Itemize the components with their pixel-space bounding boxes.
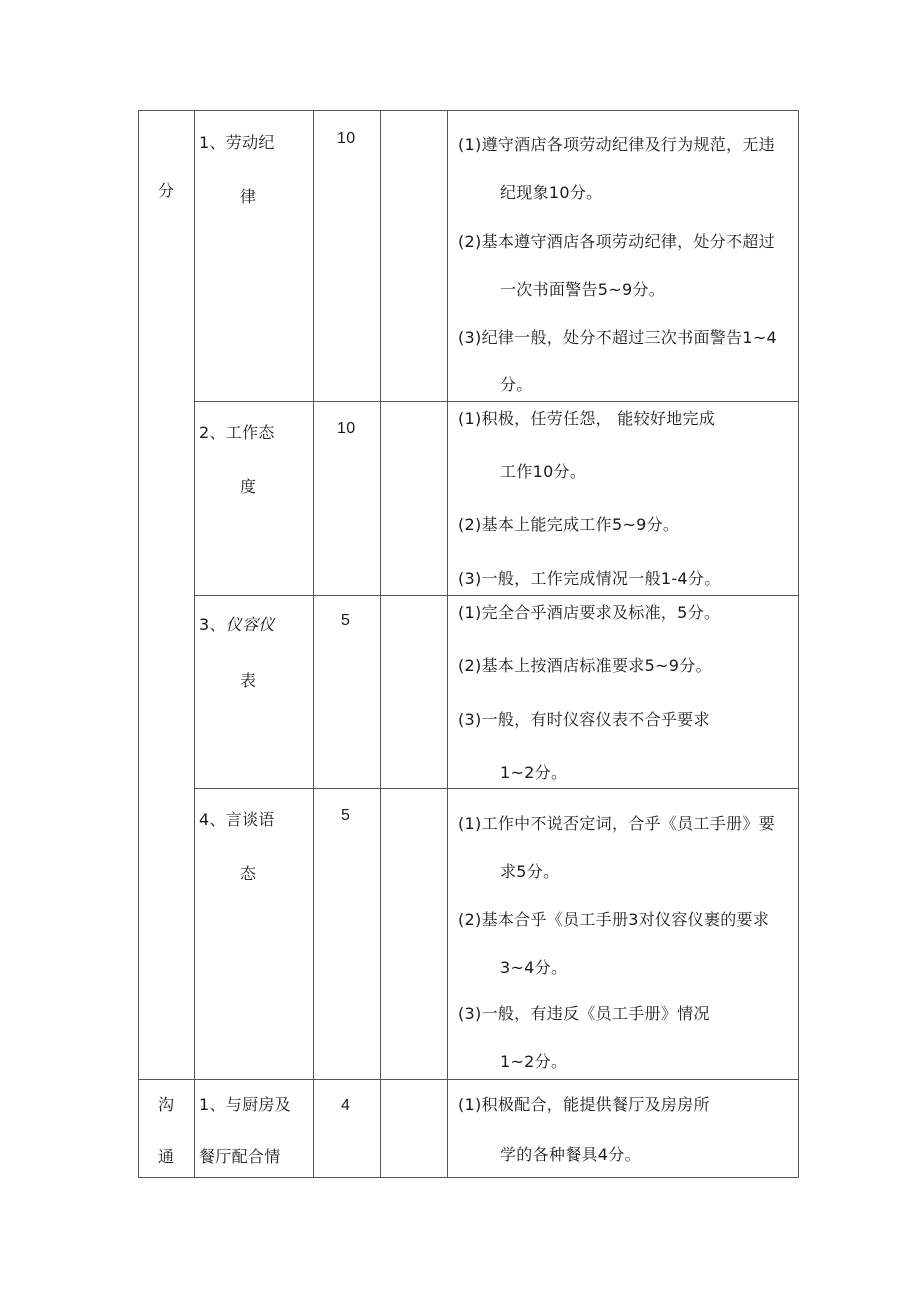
row1-criteria-6: 分。 xyxy=(500,375,533,394)
row1-criteria-5: (3)纪律一般，处分不超过三次书面警告1~4 xyxy=(458,328,778,347)
row3-criteria-4: 1~2分。 xyxy=(500,763,568,782)
row2-criteria-2: 工作10分。 xyxy=(500,462,587,481)
row5-score: 4 xyxy=(341,1097,351,1114)
row1-criteria-2: 纪现象10分。 xyxy=(500,183,603,202)
row3-criteria-1: (1)完全合乎酒店要求及标准，5分。 xyxy=(458,603,721,622)
row1-score: 10 xyxy=(337,130,356,147)
row5-criteria-2: 学的各种餐具4分。 xyxy=(500,1145,641,1164)
row2-criteria-1: (1)积极，任劳任怨， 能较好地完成 xyxy=(458,409,716,428)
row3-item-line1-wrap xyxy=(199,615,275,635)
row2-criteria-3: (2)基本上能完成工作5~9分。 xyxy=(458,515,680,534)
row3-criteria-2: (2)基本上按酒店标准要求5~9分。 xyxy=(458,656,712,675)
row1-item-line2: 律 xyxy=(240,187,257,206)
row3-item-prefix: 3、 xyxy=(199,615,226,634)
group-label-2-line2: 通 xyxy=(158,1147,175,1166)
row5-criteria-1: (1)积极配合，能提供餐厅及房房所 xyxy=(458,1095,710,1114)
row4-criteria-5: (3)一般，有违反《员工手册》情况 xyxy=(458,1004,710,1023)
row4-criteria-1: (1)工作中不说否定词，合乎《员工手册》要 xyxy=(458,814,775,833)
row4-item-line1: 4、言谈语 xyxy=(199,810,275,829)
row2-item-line1: 2、工作态 xyxy=(199,423,275,442)
row3-item-line2: 表 xyxy=(240,671,257,690)
row5-item-line1: 1、与厨房及 xyxy=(199,1095,291,1114)
row3-item-line1: 仪容仪 xyxy=(225,615,275,634)
row4-criteria-2: 求5分。 xyxy=(500,862,560,881)
row1-criteria-3: (2)基本遵守酒店各项劳动纪律，处分不超过 xyxy=(458,232,775,251)
row4-score: 5 xyxy=(341,807,351,824)
row3-criteria-3: (3)一般，有时仪容仪表不合乎要求 xyxy=(458,710,710,729)
row1-criteria-4: 一次书面警告5~9分。 xyxy=(500,280,666,299)
row2-score: 10 xyxy=(337,420,356,437)
row5-item-line2: 餐厅配合情 xyxy=(199,1147,281,1166)
row1-item-line1: 1、劳动纪 xyxy=(199,133,275,152)
group-label-1: 分 xyxy=(158,181,175,200)
row2-item-line2: 度 xyxy=(240,477,257,496)
row4-criteria-4: 3~4分。 xyxy=(500,958,568,977)
row4-criteria-3: (2)基本合乎《员工手册3对仪容仪裹的要求 xyxy=(458,910,770,929)
row4-item-line2: 态 xyxy=(240,864,257,883)
row4-criteria-6: 1~2分。 xyxy=(500,1052,568,1071)
row3-score: 5 xyxy=(341,612,351,629)
row2-criteria-4: (3)一般，工作完成情况一般1-4分。 xyxy=(458,569,721,588)
group-label-2-line1: 沟 xyxy=(158,1095,175,1114)
row1-criteria-1: (1)遵守酒店各项劳动纪律及行为规范，无违 xyxy=(458,135,775,154)
